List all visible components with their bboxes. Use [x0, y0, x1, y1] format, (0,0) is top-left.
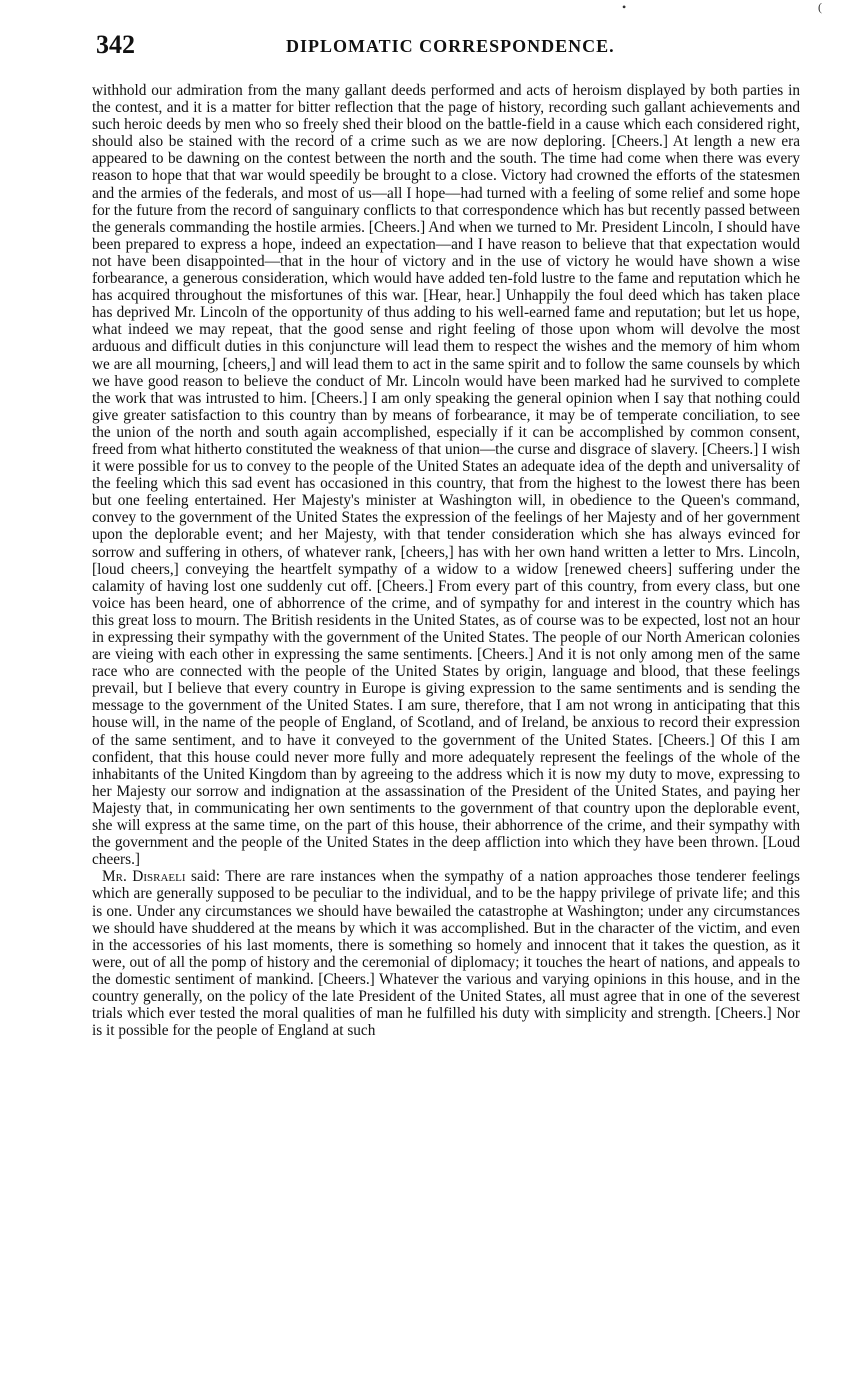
- print-speck: •: [622, 0, 627, 14]
- page-header: [96, 30, 806, 60]
- print-speck: (: [818, 0, 822, 14]
- body-text: [92, 82, 800, 1039]
- paragraph-text: said: There are rare instances when the sympathy of a nation approaches those tenderer feelings which are generally supposed to be peculiar to the individual, and to be the happy privilege of private life; and this is one. Under any circumstances we should have bewailed the catastrophe at Washington; under any circumstances we should have shuddered at the means by which it was accomplished. But in the character of the victim, and even in the accessories of his last moments, there is something so homely and innocent that it takes the question, as it were, out of all the pomp of history and the ceremonial of diplomacy; it touches the heart of nations, and appeals to the domestic sentiment of mankind. [Cheers.] Whatever the various and varying opinions in this house, and in the country generally, on the policy of the late President of the United States, all must agree that in one of the severest trials which ever tested the moral qualities of man he fulfilled his duty with simplicity and strength. [Cheers.] Nor is it possible for the people of England at such: [92, 868, 801, 1040]
- paragraph-disraeli: [92, 868, 800, 1039]
- running-head: DIPLOMATIC CORRESPONDENCE.: [286, 36, 615, 56]
- speaker-name: Mr. Disraeli: [102, 868, 186, 886]
- page-number: 342: [96, 30, 135, 59]
- paragraph-continued: withhold our admiration from the many gallant deeds performed and acts of heroism displayed by both parties in the contest, and it is a matter for bitter reflection that the page of history, recording such gallant achievements and such heroic deeds by men who so freely shed their blood on the battle-field in a cause which each considered right, should also be stained with the record of a crime such as we are now deploring. [Cheers.] At length a new era appeared to be dawning on the contest between the north and the south. The time had come when there was every reason to hope that that war would speedily be brought to a close. Victory had crowned the efforts of the statesmen and the armies of the federals, and most of us—all I hope—had turned with a feeling of some relief and some hope for the future from the record of sanguinary conflicts to that correspondence which has but recently passed between the generals commanding the hostile armies. [Cheers.] And when we turned to Mr. President Lincoln, I should have been prepared to express a hope, indeed an expectation—and I have reason to believe that that expectation would not have been disappointed—that in the hour of victory and in the use of victory he would have shown a wise forbearance, a generous consideration, which would have added ten-fold lustre to the fame and reputation which he has acquired throughout the misfortunes of this war. [Hear, hear.] Unhappily the foul deed which has taken place has deprived Mr. Lincoln of the opportunity of thus adding to his well-earned fame and reputation; but let us hope, what indeed we may repeat, that the good sense and right feeling of those upon whom will devolve the most arduous and difficult duties in this conjuncture will lead them to respect the wishes and the memory of him whom we are all mourning, [cheers,] and will lead them to act in the same spirit and to follow the same counsels by which we have good reason to believe the conduct of Mr. Lincoln would have been marked had he survived to complete the work that was intrusted to him. [Cheers.] I am only speaking the general opinion when I say that nothing could give greater satisfaction to this country than by means of forbearance, it may be of temperate conciliation, to see the union of the north and south again accomplished, especially if it can be accomplished by common consent, freed from what hitherto constituted the weakness of that union—the curse and disgrace of slavery. [Cheers.] I wish it were possible for us to convey to the people of the United States an adequate idea of the depth and universality of the feeling which this sad event has occasioned in this country, that from the highest to the lowest there has been but one feeling entertained. Her Majesty's minister at Washington will, in obedience to the Queen's command, convey to the government of the United States the expression of the feelings of her Majesty and of her government upon the deplorable event; and her Majesty, with that tender consideration which she has always evinced for sorrow and suffering in others, of whatever rank, [cheers,] has with her own hand written a letter to Mrs. Lincoln, [loud cheers,] conveying the heartfelt sympathy of a widow to a widow [renewed cheers] suffering under the calamity of having lost one suddenly cut off. [Cheers.] From every part of this country, from every class, but one voice has been heard, one of abhorrence of the crime, and of sympathy for and interest in the country which has this great loss to mourn. The British residents in the United States, as of course was to be expected, lost not an hour in expressing their sympathy with the government of the United States. The people of our North American colonies are vieing with each other in expressing the same sentiments. [Cheers.] And it is not only among men of the same race who are connected with the people of the United States by origin, language and blood, that these feelings prevail, but I believe that every country in Europe is giving expression to the same sentiments and is sending the message to the government of the United States. I am sure, therefore, that I am not wrong in anticipating that this house will, in the name of the people of England, of Scotland, and of Ireland, be anxious to record their expression of the same sentiment, and to have it conveyed to the government of the United States. [Cheers.] Of this I am confident, that this house could never more fully and more adequately represent the feelings of the whole of the inhabitants of the United Kingdom than by agreeing to the address which it is now my duty to move, expressing to her Majesty our sorrow and indignation at the assassination of the President of the United States, and paying her Majesty that, in communicating her own sentiments to the government of that country upon the deplorable event, she will express at the same time, on the part of this house, their abhorrence of the crime, and their sympathy with the government and the people of the United States in the deep affliction into which they have been thrown. [Loud cheers.]: [92, 82, 800, 869]
